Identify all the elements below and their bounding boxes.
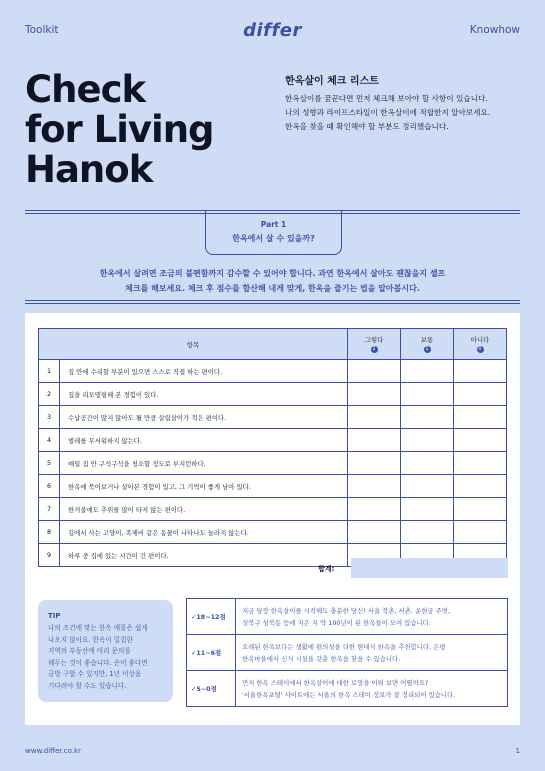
tip-box	[38, 600, 173, 702]
page-title	[25, 70, 214, 190]
row-number: 2	[39, 383, 60, 406]
check-cell[interactable]	[454, 521, 507, 544]
check-cell[interactable]	[401, 383, 454, 406]
score-badge: 0	[478, 346, 482, 352]
tip-heading: TIP	[48, 612, 61, 620]
table-row	[39, 498, 507, 521]
check-cell[interactable]	[348, 521, 401, 544]
lead-text	[40, 266, 505, 296]
result-line: '서울한옥포털' 사이트에는 서울의 한옥 스테이 정보가 잘 정리되어 있습니다.	[242, 690, 456, 699]
title-line-1: Check	[25, 68, 146, 111]
col-no	[454, 329, 507, 360]
tip-line: 금방 구할 수 있지만, 1년 이상을	[48, 670, 142, 678]
check-cell[interactable]	[348, 360, 401, 383]
row-text: 한겨울에도 추위를 많이 타지 않는 편이다.	[60, 498, 348, 521]
row-number: 8	[39, 521, 60, 544]
item-header: 항목	[39, 329, 348, 360]
tip-line: 해두는 것이 좋습니다. 운이 좋다면	[48, 658, 148, 667]
score-badge: 2	[372, 346, 376, 352]
intro-line: 한옥살이를 꿈꾼다면 먼저 체크해 보아야 할 사항이 있습니다.	[285, 94, 488, 103]
row-number: 7	[39, 498, 60, 521]
row-number: 4	[39, 429, 60, 452]
part-number: Part 1	[260, 220, 287, 229]
row-text: 길에서 사는 고양이, 족제비 같은 동물이 나타나도 놀라지 않는다.	[60, 521, 348, 544]
tip-line: 기다려야 할 수도 있습니다.	[48, 681, 127, 690]
check-cell[interactable]	[348, 452, 401, 475]
intro-line: 한옥을 찾을 때 확인해야 할 부분도 정리했습니다.	[285, 122, 449, 131]
result-desc	[236, 599, 508, 635]
result-line: 성북구 성북동 등에 지은 지 약 100년이 된 한옥들이 모여 있습니다.	[242, 618, 431, 627]
result-row	[187, 671, 508, 707]
differ-logo: differ	[243, 20, 302, 41]
check-cell[interactable]	[454, 452, 507, 475]
row-number: 5	[39, 452, 60, 475]
sum-label: 합계:	[318, 565, 335, 573]
tip-line: 나오지 않아요. 한옥이 밀집한	[48, 635, 133, 644]
col-label: 아니다	[470, 336, 490, 344]
check-cell[interactable]	[348, 498, 401, 521]
check-cell[interactable]	[401, 429, 454, 452]
check-cell[interactable]	[348, 406, 401, 429]
row-number: 6	[39, 475, 60, 498]
check-cell[interactable]	[454, 475, 507, 498]
table-row	[39, 429, 507, 452]
divider-bottom-2	[25, 303, 520, 304]
lead-line: 체크를 해보세요. 체크 후 점수를 합산해 내게 맞게, 한옥을 즐기는 법을 알아봅시다.	[125, 284, 420, 293]
result-line: 오래된 한옥보다는 생활에 편의성을 더한 현대식 한옥을 추천합니다. 은평	[242, 642, 446, 651]
result-desc	[236, 671, 508, 707]
table-row	[39, 475, 507, 498]
tip-line: 지역의 부동산에 미리 문의를	[48, 647, 131, 655]
col-label: 그렇다	[364, 336, 384, 344]
check-cell[interactable]	[401, 452, 454, 475]
result-score: ✓5~0점	[187, 671, 236, 707]
check-cell[interactable]	[401, 498, 454, 521]
row-number: 9	[39, 544, 60, 567]
header-toolkit: Toolkit	[25, 24, 59, 36]
sum-field[interactable]	[351, 558, 508, 578]
check-cell[interactable]	[454, 406, 507, 429]
result-score: ✓11~6점	[187, 635, 236, 671]
check-cell[interactable]	[401, 521, 454, 544]
divider-bottom	[25, 300, 520, 301]
title-line-2: for Living	[25, 108, 214, 151]
header-knowhow: Knowhow	[469, 24, 520, 36]
tip-line: 나의 조건에 맞는 한옥 매물은 쉽게	[48, 624, 148, 632]
results-table	[186, 598, 508, 707]
check-cell[interactable]	[454, 360, 507, 383]
result-score: ✓18~12점	[187, 599, 236, 635]
result-desc	[236, 635, 508, 671]
check-cell[interactable]	[401, 406, 454, 429]
intro-text	[285, 92, 535, 134]
check-cell[interactable]	[348, 475, 401, 498]
intro-heading: 한옥살이 체크 리스트	[285, 76, 379, 87]
check-cell[interactable]	[454, 429, 507, 452]
table-row	[39, 406, 507, 429]
score-badge: 1	[425, 346, 429, 352]
table-row	[39, 383, 507, 406]
row-number: 1	[39, 360, 60, 383]
check-cell[interactable]	[454, 498, 507, 521]
col-label: 보통	[420, 336, 434, 344]
table-row	[39, 452, 507, 475]
table-row	[39, 360, 507, 383]
check-cell[interactable]	[348, 383, 401, 406]
row-text: 집을 리모델링해 본 경험이 있다.	[60, 383, 348, 406]
check-cell[interactable]	[401, 475, 454, 498]
part-box	[205, 210, 342, 255]
row-text: 벌레를 무서워하지 않는다.	[60, 429, 348, 452]
col-yes	[348, 329, 401, 360]
check-cell[interactable]	[401, 360, 454, 383]
result-line: 지금 당장 한옥살이를 시작해도 충분한 당신! 서울 북촌, 서촌, 운현궁 주변,	[242, 606, 450, 615]
page-number: 1	[515, 747, 520, 755]
row-text: 하루 중 집에 있는 시간이 긴 편이다.	[60, 544, 348, 567]
intro-line: 나의 성향과 라이프스타일이 한옥살이에 적합한지 알아보세요.	[285, 108, 491, 117]
checklist-table	[38, 328, 507, 567]
result-line: 먼저 한옥 스테이에서 한옥살이에 대한 로망을 이뤄 보면 어떨까요?	[242, 678, 429, 687]
check-cell[interactable]	[348, 429, 401, 452]
row-text: 매일 집 안 구석구석을 청소할 정도로 부지런하다.	[60, 452, 348, 475]
tip-text	[48, 623, 163, 692]
table-row	[39, 521, 507, 544]
result-row	[187, 635, 508, 671]
title-line-3: Hanok	[25, 148, 153, 191]
result-line: 한옥마을에서 신식 시설을 갖춘 한옥을 찾을 수 있습니다.	[242, 654, 401, 663]
footer-url[interactable]: www.differ.co.kr	[25, 747, 81, 755]
lead-line: 한옥에서 살려면 조금의 불편함까지 감수할 수 있어야 합니다. 과연 한옥에서 살아도 괜찮을지 셀프	[99, 269, 446, 278]
result-row	[187, 599, 508, 635]
row-text: 수납공간이 많지 않아도 될 만큼 살림살이가 적은 편이다.	[60, 406, 348, 429]
row-number: 3	[39, 406, 60, 429]
col-normal	[401, 329, 454, 360]
row-text: 한옥에 묵어보거나 살아본 경험이 있고, 그 기억이 좋게 남아 있다.	[60, 475, 348, 498]
row-text: 집 안에 수리할 부분이 있으면 스스로 직접 하는 편이다.	[60, 360, 348, 383]
part-title: 한옥에서 살 수 있을까?	[232, 234, 315, 243]
check-cell[interactable]	[454, 383, 507, 406]
